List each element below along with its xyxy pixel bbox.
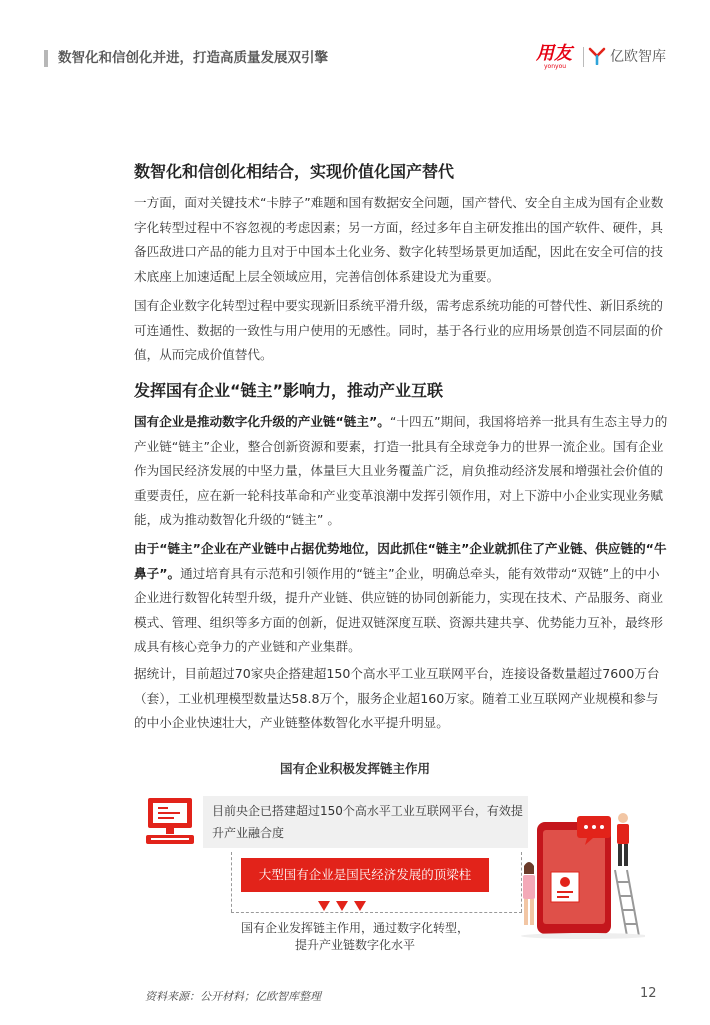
section2-p2-bold: 由于“链主”企业在产业链中占据优势地位，因此抓住“链主”企业就抓住了产业链、供应链的“牛鼻子”。 [134, 541, 667, 581]
yonyou-logo [536, 44, 578, 76]
iyiou-logo-text: 亿欧智库 [610, 49, 666, 65]
computer-icon [144, 795, 196, 847]
figure-title: 国有企业积极发挥链主作用 [279, 761, 430, 776]
phone-people-illustration [515, 800, 645, 940]
logo-divider [583, 47, 584, 67]
figure-info-box-1-text: 目前央企已搭建超过150个高水平工业互联网平台，有效提升产业融合度 [212, 804, 523, 840]
section2-paragraph-2 [134, 537, 670, 660]
section2-p1-text: “十四五”期间，我国将培养一批具有生态主导力的产业链“链主”企业，整合创新资源和要素，打造一批具有全球竞争力的世界一流企业。国有企业作为国民经济发展的中坚力量，体量巨大且业务覆盖广泛，肩负推动经济发展和增强社会价值的重要责任，应在新一轮科技革命和产业变革浪潮中发挥引领作用，对上下游中小企业实现业务赋能，成为推动数智化升级的“链主” 。 [134, 414, 668, 527]
figure-info-box-3-text: 国有企业发挥链主作用，通过数字化转型，提升产业链数字化水平 [240, 921, 469, 952]
yonyou-logo-cn: 用友 [536, 43, 572, 64]
header-accent-bar [44, 50, 48, 67]
section2-paragraph-3: 据统计，目前超过70家央企搭建超150个高水平工业互联网平台，连接设备数量超过7600万台（套），工业机理模型数量达58.8万个，服务企业超160万家。随着工业互联网产业规模和参与的中小企业快速壮大，产业链整体数智化水平提升明显。 [134, 666, 660, 730]
section2-heading: 发挥国有企业“链主”影响力，推动产业互联 [134, 381, 444, 400]
section2-paragraph-1 [134, 410, 670, 533]
page-number: 12 [640, 986, 657, 1001]
figure-highlight-box: 大型国有企业是国民经济发展的顶梁柱 [241, 858, 489, 892]
section2-p1-bold: 国有企业是推动数字化升级的产业链“链主”。 [134, 414, 390, 429]
section2-p2-text: 通过培育具有示范和引领作用的“链主”企业，明确总牵头，能有效带动“双链”上的中小企业进行数智化转型升级，提升产业链、供应链的协同创新能力，实现在技术、产品服务、商业模式、管理、组织等多方面的创新，促进双链深度互联、资源共建共享、优势能力互补，最终形成具有核心竞争力的产业链和产业集群。 [134, 565, 663, 654]
section1-heading: 数智化和信创化相结合，实现价值化国产替代 [134, 162, 455, 181]
dashed-connector-bottom [231, 912, 522, 913]
yonyou-logo-en: yonyou [544, 63, 567, 70]
header-title: 数智化和信创化并进，打造高质量发展双引擎 [58, 50, 328, 66]
section1-paragraph: 国有企业数字化转型过程中要实现新旧系统平滑升级，需考虑系统功能的可替代性、新旧系统的可连通性、数据的一致性与用户使用的无感性。同时，基于各行业的应用场景创造不同层面的价值，从而完成价值替代。 [134, 298, 663, 362]
section1-paragraph: 一方面，面对关键技术“卡脖子”难题和国有数据安全问题，国产替代、安全自主成为国有企业数字化转型过程中不容忽视的考虑因素；另一方面，经过多年自主研发推出的国产软件、硬件，具备匹敌进口产品的能力且对于中国本土化业务、数字化转型场景更加适配，因此在安全可信的技术底座上加速适配上层全领域应用，完善信创体系建设尤为重要。 [134, 195, 664, 284]
down-arrows-icon [318, 896, 376, 908]
footer-source: 资料来源：公开材料；亿欧智库整理 [145, 990, 321, 1003]
iyiou-logo-icon [588, 47, 606, 65]
dashed-connector-left [231, 852, 232, 912]
